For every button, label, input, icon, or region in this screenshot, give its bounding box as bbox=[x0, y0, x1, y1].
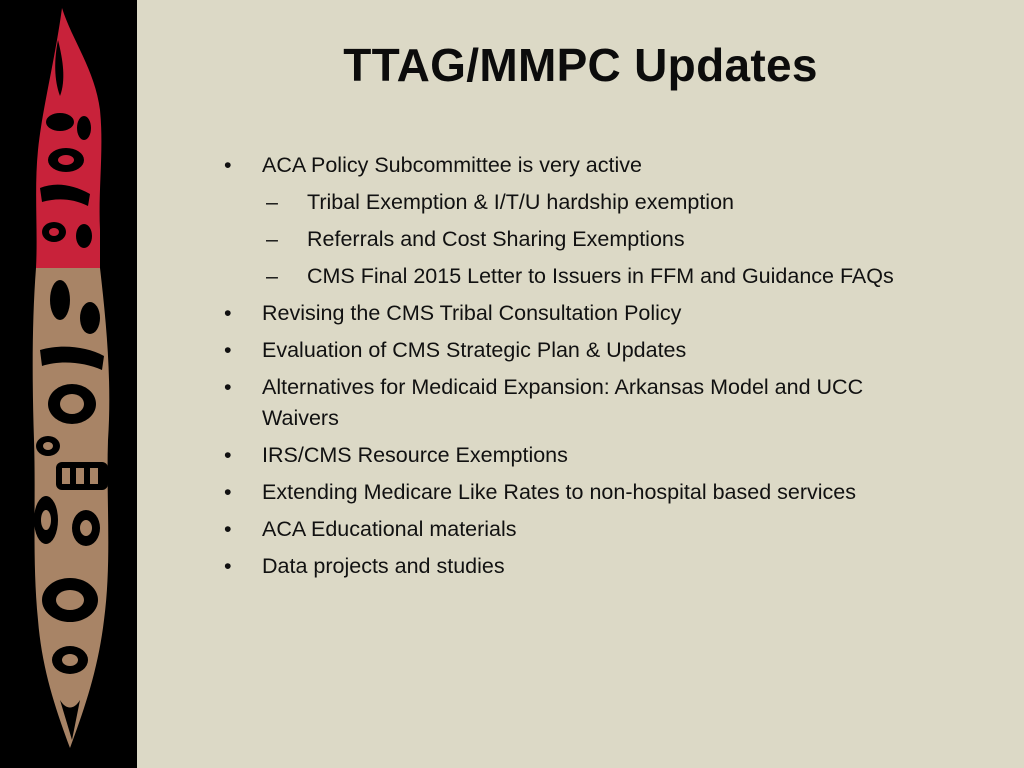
sub-list bbox=[262, 187, 942, 292]
bullet-list bbox=[222, 150, 942, 588]
list-item bbox=[222, 372, 942, 434]
list-item bbox=[222, 150, 942, 292]
sub-list-item bbox=[266, 261, 942, 292]
list-item bbox=[222, 551, 942, 582]
sub-bullet-text: Referrals and Cost Sharing Exemptions bbox=[307, 227, 685, 251]
decorative-side-band bbox=[0, 0, 137, 768]
bullet-marker: • bbox=[224, 338, 232, 362]
bullet-marker: • bbox=[224, 375, 232, 399]
list-item bbox=[222, 298, 942, 329]
bullet-text: Evaluation of CMS Strategic Plan & Updates bbox=[262, 338, 687, 362]
bullet-text: Alternatives for Medicaid Expansion: Arkansas Model and UCC Waivers bbox=[262, 375, 864, 430]
sub-bullet-text: Tribal Exemption & I/T/U hardship exemption bbox=[307, 190, 734, 214]
slide-title: TTAG/MMPC Updates bbox=[343, 39, 818, 91]
list-item bbox=[222, 477, 942, 508]
bullet-marker: • bbox=[224, 301, 232, 325]
bullet-marker: • bbox=[224, 153, 232, 177]
bullet-text: IRS/CMS Resource Exemptions bbox=[262, 443, 568, 467]
bullet-marker: • bbox=[224, 517, 232, 541]
bullet-text: ACA Policy Subcommittee is very active bbox=[262, 153, 642, 177]
dash-marker: – bbox=[266, 227, 278, 251]
sub-list-item bbox=[266, 187, 942, 218]
dash-marker: – bbox=[266, 264, 278, 288]
bullet-text: ACA Educational materials bbox=[262, 517, 517, 541]
totem-pole-icon bbox=[0, 0, 137, 768]
sub-list-item bbox=[266, 224, 942, 255]
bullet-marker: • bbox=[224, 480, 232, 504]
sub-bullet-text: CMS Final 2015 Letter to Issuers in FFM and Guidance FAQs bbox=[307, 264, 894, 288]
bullet-marker: • bbox=[224, 554, 232, 578]
list-item bbox=[222, 514, 942, 545]
list-item bbox=[222, 335, 942, 366]
dash-marker: – bbox=[266, 190, 278, 214]
bullet-text: Data projects and studies bbox=[262, 554, 505, 578]
bullet-text: Revising the CMS Tribal Consultation Policy bbox=[262, 301, 682, 325]
bullet-text: Extending Medicare Like Rates to non-hospital based services bbox=[262, 480, 856, 504]
bullet-marker: • bbox=[224, 443, 232, 467]
list-item bbox=[222, 440, 942, 471]
